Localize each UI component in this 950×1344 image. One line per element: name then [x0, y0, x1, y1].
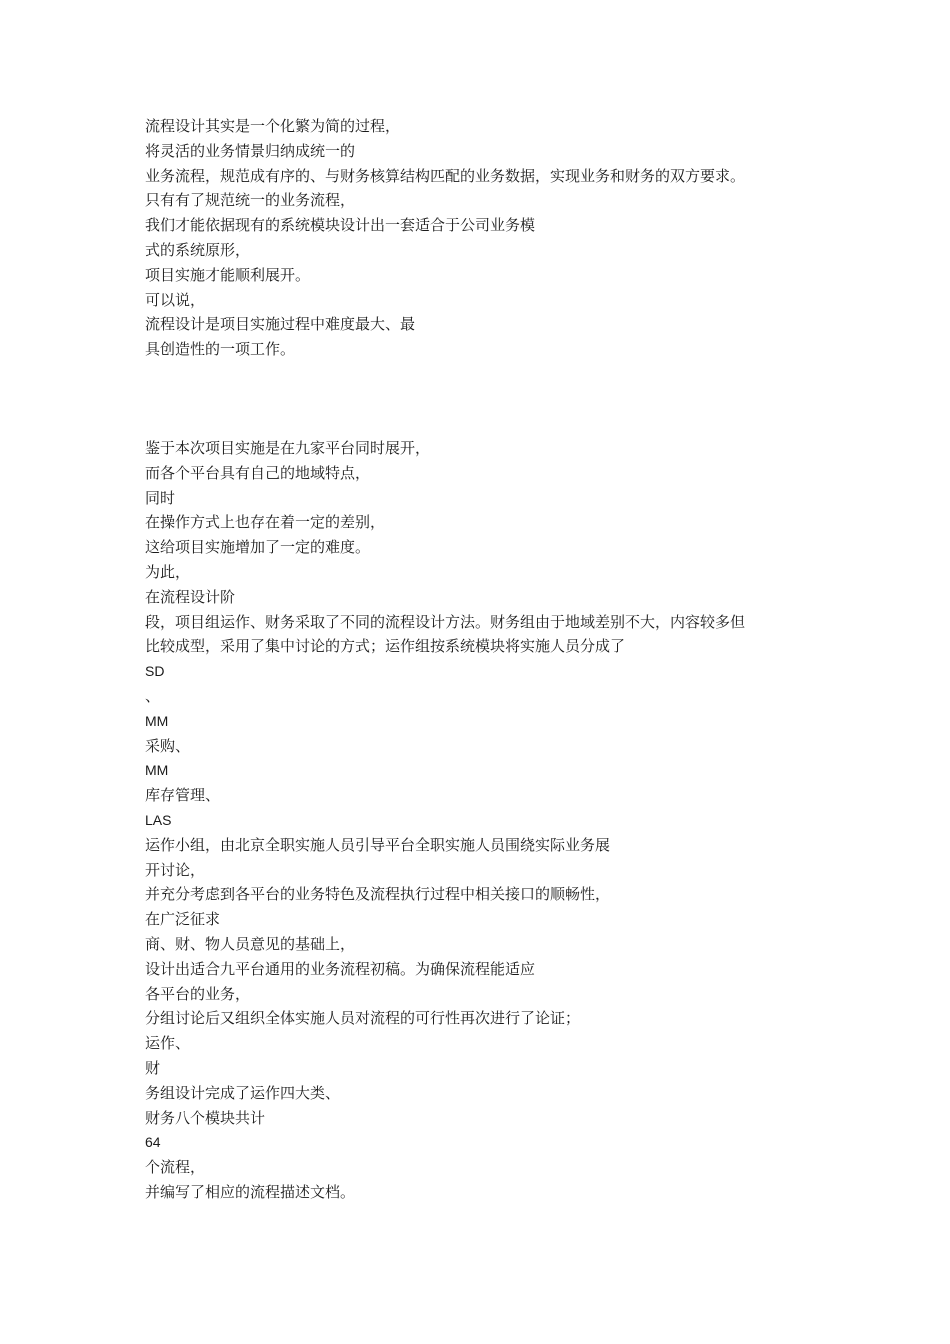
- text-line: 运作小组，由北京全职实施人员引导平台全职实施人员围绕实际业务展: [145, 835, 611, 854]
- text-line: 具创造性的一项工作。: [145, 340, 296, 359]
- text-line: 个流程，: [145, 1158, 206, 1177]
- text-line: 比较成型，采用了集中讨论的方式；运作组按系统模块将实施人员分成了: [145, 637, 626, 656]
- text-line: 、: [145, 686, 161, 705]
- text-line: LAS: [145, 811, 172, 828]
- text-line: 设计出适合九平台通用的业务流程初稿。为确保流程能适应: [145, 959, 536, 978]
- text-line: 财: [145, 1058, 161, 1077]
- text-line: 在广泛征求: [145, 910, 221, 929]
- text-line: 式的系统原形，: [145, 240, 251, 259]
- text-line: 库存管理、: [145, 786, 221, 805]
- text-line: 在操作方式上也存在着一定的差别，: [145, 513, 386, 532]
- text-line: 采购、: [145, 736, 191, 755]
- text-line: MM: [145, 762, 169, 779]
- text-line: 我们才能依据现有的系统模块设计出一套适合于公司业务模: [145, 216, 536, 235]
- text-line: 在流程设计阶: [145, 587, 236, 606]
- text-line: 项目实施才能顺利展开。: [145, 265, 311, 284]
- text-line: 各平台的业务，: [145, 984, 251, 1003]
- paragraph-1: [145, 114, 825, 362]
- text-line: 流程设计是项目实施过程中难度最大、最: [145, 315, 416, 334]
- text-line: 为此，: [145, 562, 191, 581]
- text-line: 分组讨论后又组织全体实施人员对流程的可行性再次进行了论证；: [145, 1009, 581, 1028]
- paragraph-2: [145, 436, 825, 1205]
- text-line: 可以说，: [145, 290, 206, 309]
- text-line: 鉴于本次项目实施是在九家平台同时展开，: [145, 439, 431, 457]
- text-line: 务组设计完成了运作四大类、: [145, 1083, 341, 1102]
- text-line: SD: [145, 663, 165, 680]
- text-line: 业务流程，规范成有序的、与财务核算结构匹配的业务数据，实现业务和财务的双方要求。: [145, 166, 746, 185]
- text-line: 只有有了规范统一的业务流程，: [145, 191, 356, 210]
- text-line: 并充分考虑到各平台的业务特色及流程执行过程中相关接口的顺畅性，: [145, 885, 611, 904]
- text-line: 并编写了相应的流程描述文档。: [145, 1182, 356, 1201]
- text-line: 段，项目组运作、财务采取了不同的流程设计方法。财务组由于地域差别不大，内容较多但: [145, 612, 746, 631]
- text-line: 同时: [145, 488, 176, 507]
- text-line: MM: [145, 712, 169, 729]
- text-line: 而各个平台具有自己的地域特点，: [145, 463, 371, 482]
- text-line: 这给项目实施增加了一定的难度。: [145, 538, 371, 557]
- text-line: 64: [145, 1134, 161, 1151]
- text-line: 商、财、物人员意见的基础上，: [145, 934, 356, 953]
- text-line: 将灵活的业务情景归纳成统一的: [145, 141, 356, 160]
- text-line: 流程设计其实是一个化繁为简的过程，: [145, 117, 401, 135]
- text-line: 运作、: [145, 1034, 191, 1053]
- text-line: 开讨论，: [145, 860, 206, 879]
- text-line: 财务八个模块共计: [145, 1108, 266, 1127]
